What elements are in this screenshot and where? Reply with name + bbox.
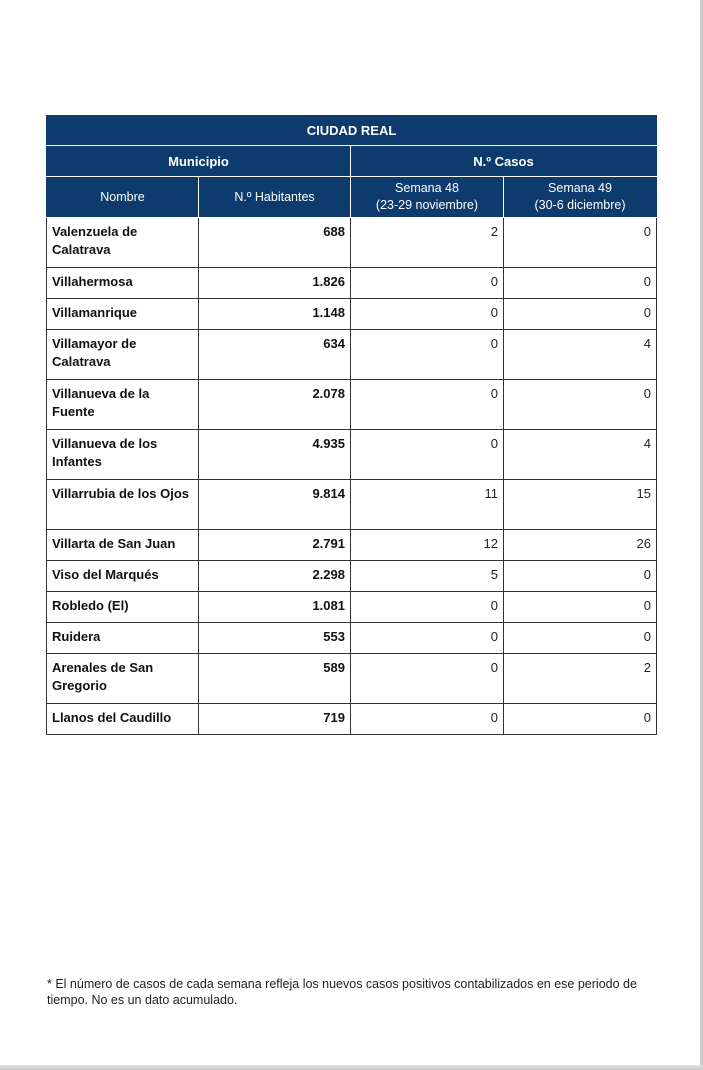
table-row [47,218,657,268]
table-row [47,704,657,735]
cell-semana48: 0 [351,299,504,330]
cell-habitantes: 634 [199,330,351,380]
cell-semana49: 0 [504,268,657,299]
column-header-nombre: Nombre [47,177,199,218]
cell-semana48: 0 [351,592,504,623]
cell-nombre: Villanueva de los Infantes [47,430,199,480]
table-row [47,623,657,654]
semana49-dates: (30-6 diciembre) [534,198,626,212]
cell-nombre: Villahermosa [47,268,199,299]
cell-semana49: 0 [504,218,657,268]
cell-nombre: Villanueva de la Fuente [47,380,199,430]
cell-habitantes: 2.791 [199,530,351,561]
cell-nombre: Villarta de San Juan [47,530,199,561]
table-row [47,380,657,430]
table-row [47,654,657,704]
cell-habitantes: 688 [199,218,351,268]
table-row [47,592,657,623]
cell-nombre: Villamanrique [47,299,199,330]
cell-semana48: 0 [351,704,504,735]
cell-habitantes: 2.078 [199,380,351,430]
cell-habitantes: 2.298 [199,561,351,592]
page-bottom-shadow [0,1065,703,1070]
table-group-header-row [47,146,657,177]
table-row [47,480,657,530]
cell-semana49: 2 [504,654,657,704]
cell-habitantes: 553 [199,623,351,654]
table-row [47,430,657,480]
column-header-semana49 [504,177,657,218]
cell-nombre: Robledo (El) [47,592,199,623]
cell-nombre: Viso del Marqués [47,561,199,592]
cell-semana49: 15 [504,480,657,530]
group-header-municipio: Municipio [47,146,351,177]
semana48-label: Semana 48 [395,181,459,195]
cell-semana49: 26 [504,530,657,561]
cell-habitantes: 719 [199,704,351,735]
table-column-header-row [47,177,657,218]
cell-semana48: 0 [351,623,504,654]
column-header-semana48 [351,177,504,218]
cell-semana49: 4 [504,430,657,480]
cell-semana49: 0 [504,592,657,623]
cell-semana49: 0 [504,561,657,592]
semana48-dates: (23-29 noviembre) [375,198,479,212]
table-row [47,268,657,299]
cases-table [46,115,657,735]
cell-nombre: Villamayor de Calatrava [47,330,199,380]
cell-habitantes: 1.081 [199,592,351,623]
cell-habitantes: 4.935 [199,430,351,480]
table-row [47,561,657,592]
cell-habitantes: 1.148 [199,299,351,330]
cell-habitantes: 1.826 [199,268,351,299]
cell-semana48: 5 [351,561,504,592]
cell-habitantes: 589 [199,654,351,704]
footnote: * El número de casos de cada semana refleja los nuevos casos positivos contabilizados en ese periodo de tiempo. No es un dato acumulado. [47,977,637,1007]
cell-semana48: 0 [351,330,504,380]
table-title-row [47,116,657,146]
cell-semana48: 11 [351,480,504,530]
cell-nombre: Villarrubia de los Ojos [47,480,199,530]
cell-semana48: 2 [351,218,504,268]
semana49-label: Semana 49 [548,181,612,195]
group-header-casos: N.º Casos [351,146,657,177]
cell-nombre: Ruidera [47,623,199,654]
column-header-habitantes: N.º Habitantes [199,177,351,218]
cell-semana48: 0 [351,654,504,704]
cell-semana48: 0 [351,268,504,299]
table-row [47,330,657,380]
table-title: CIUDAD REAL [47,116,657,146]
cell-nombre: Arenales de San Gregorio [47,654,199,704]
cell-habitantes: 9.814 [199,480,351,530]
cell-semana49: 0 [504,299,657,330]
cell-semana48: 0 [351,380,504,430]
cell-nombre: Valenzuela de Calatrava [47,218,199,268]
cell-semana49: 0 [504,380,657,430]
cell-nombre: Llanos del Caudillo [47,704,199,735]
cell-semana49: 0 [504,623,657,654]
cell-semana49: 0 [504,704,657,735]
cell-semana48: 12 [351,530,504,561]
table-row [47,530,657,561]
cell-semana48: 0 [351,430,504,480]
table-row [47,299,657,330]
cell-semana49: 4 [504,330,657,380]
